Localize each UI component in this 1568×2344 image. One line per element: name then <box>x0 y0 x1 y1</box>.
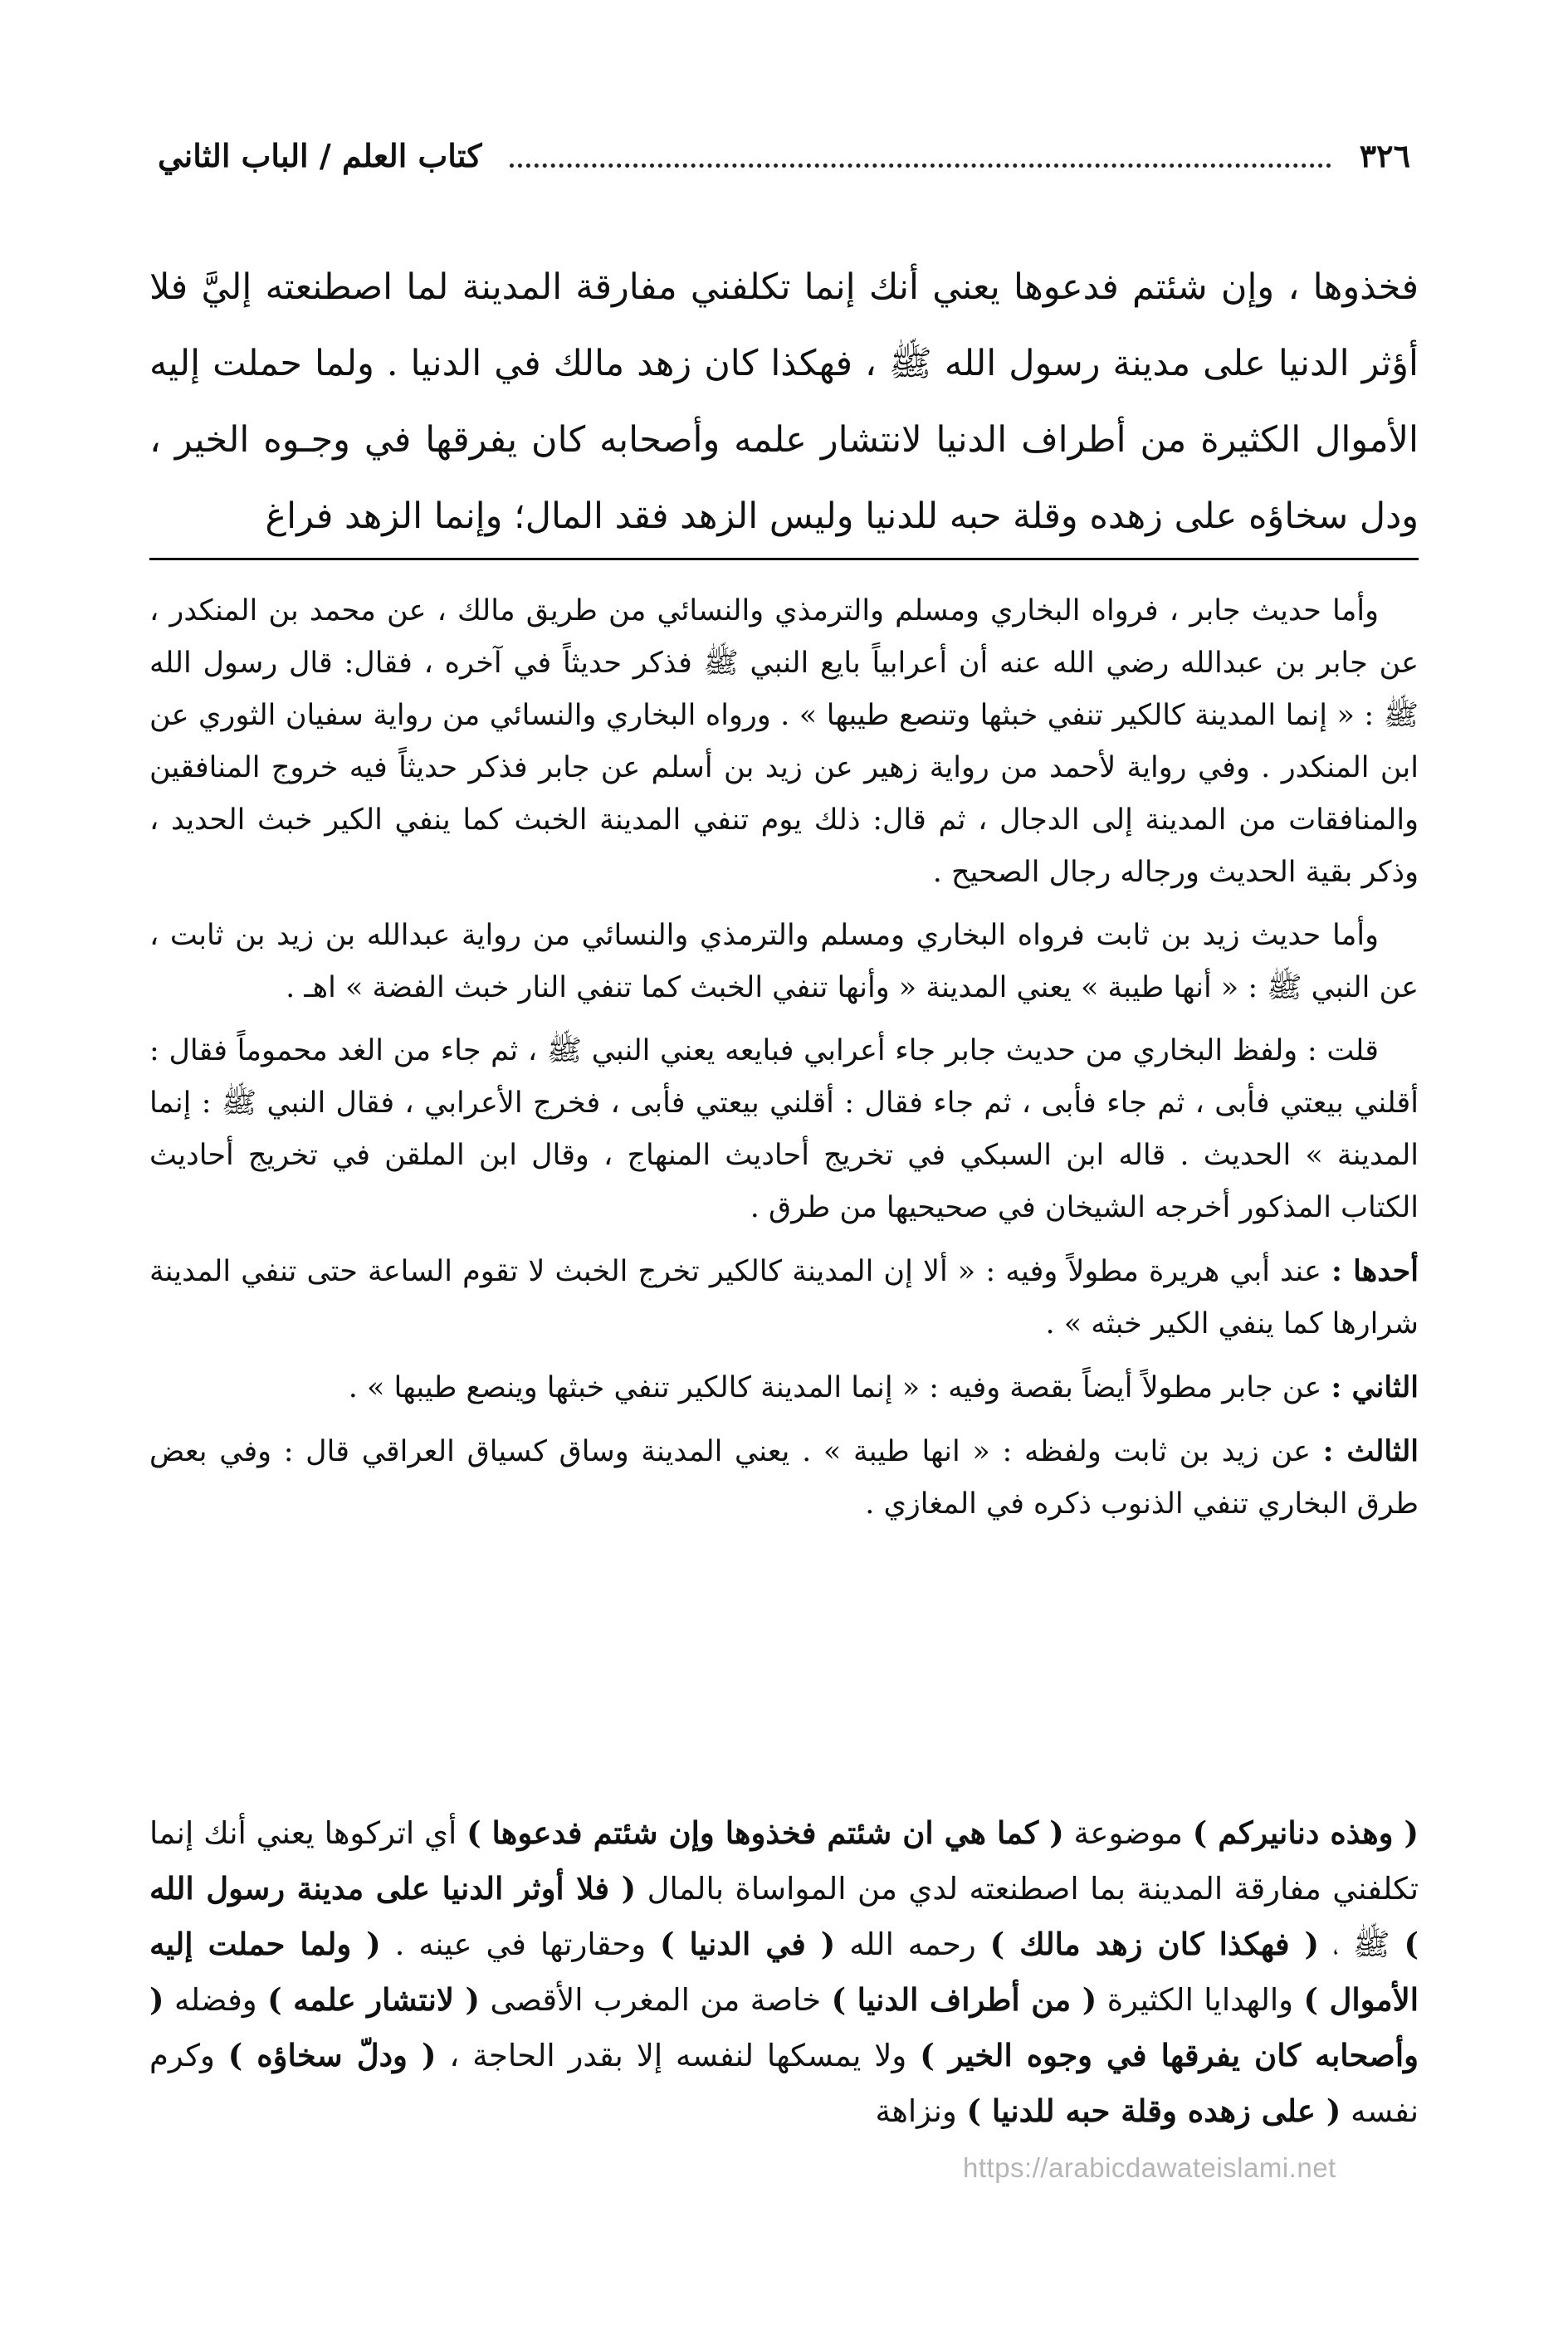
sharh-text: ولا يمسكها لنفسه إلا بقدر الحاجة ، <box>436 2038 921 2073</box>
sharh-text: وحقارتها في عينه . <box>380 1926 661 1962</box>
page-number: ٣٢٦ <box>1359 136 1410 174</box>
footnote-label-second: الثاني : <box>1331 1370 1419 1404</box>
footnotes-block <box>149 585 1419 1541</box>
matn-quote: ( وهذه دنانيركم ) <box>1192 1814 1419 1851</box>
footnote-paragraph-first <box>149 1245 1419 1350</box>
footnote-text-second: عن جابر مطولاً أيضاً بقصة وفيه : « إنما المدينة كالكير تنفي خبثها وينصع طيبها » . <box>348 1371 1322 1404</box>
footnote-text-first: عند أبي هريرة مطولاً وفيه : « ألا إن المدينة كالكير تخرج الخبث لا تقوم الساعة حتى تنفي المدينة شرارها كما ينفي الكير خبثه » . <box>149 1255 1419 1340</box>
footnote-paragraph-third <box>149 1425 1419 1531</box>
footnote-paragraph-jabir: وأما حديث جابر ، فرواه البخاري ومسلم والترمذي والنسائي من طريق مالك ، عن محمد بن المنكدر ، عن جابر بن عبدالله رضي الله عنه أن أعرابياً بايع النبي ﷺ فذكر حديثاً في آخره ، فقال: قال رسول الله ﷺ : « إنما المدينة كالكير تنفي خبثها وتنصع طيبها » . ورواه البخاري والنسائي من رواية سفيان الثوري عن ابن المنكدر . وفي رواية لأحمد من رواية زهير عن زيد بن أسلم عن جابر فذكر حديثاً فيه خروج المنافقين والمنافقات من المدينة إلى الدجال ، ثم قال: ذلك يوم تنفي المدينة الخبث كما ينفي الكير خبث الحديد ، وذكر بقية الحديث ورجاله رجال الصحيح . <box>149 594 1419 889</box>
matn-quote: ( ولما حملت إليه الأموال ) <box>149 1926 1419 2018</box>
commentary-block <box>149 1805 1419 2139</box>
sharh-text: أي اتركوها يعني أنك إنما تكلفني مفارقة المدينة بما اصطنعته لدي من المواساة بالمال <box>149 1815 1419 1907</box>
footnote-paragraph-qultu: قلت : ولفظ البخاري من حديث جابر جاء أعرابي فبايعه يعني النبي ﷺ ، ثم جاء من الغد محموماً فقال : أقلني بيعتي فأبى ، ثم جاء فأبى ، ثم جاء فقال : أقلني بيعتي فأبى ، فخرج الأعرابي ، فقال النبي ﷺ : إنما المدينة » الحديث . قاله ابن السبكي في تخريج أحاديث المنهاج ، وقال ابن الملقن في تخريج أحاديث الكتاب المذكور أخرجه الشيخان في صحيحيها من طرق . <box>149 1034 1419 1224</box>
matn-quote: ( ودلّ سخاؤه ) <box>227 2037 437 2073</box>
chapter-title: كتاب العلم / الباب الثاني <box>158 136 482 174</box>
header-dot-leader <box>510 164 1331 168</box>
matn-quote: ( وأصحابه كان يفرقها في وجوه الخير ) <box>149 1981 1419 2073</box>
sharh-text: ﷺ ، <box>1319 1926 1404 1962</box>
matn-quote: ( على زهده وقلة حبه للدنيا ) <box>966 2093 1341 2129</box>
sharh-text: وكرم نفسه <box>149 2038 1419 2129</box>
sharh-text: خاصة من المغرب الأقصى <box>480 1982 832 2018</box>
sharh-text: ونزاهة <box>875 2093 967 2129</box>
sharh-text: وفضله <box>164 1982 268 2018</box>
main-text-block <box>149 249 1419 554</box>
footnote-label-first: أحدها : <box>1331 1254 1419 1288</box>
running-header <box>158 126 1410 184</box>
footnote-divider <box>149 558 1419 560</box>
watermark-url: https://arabicdawateislami.net <box>963 2152 1336 2183</box>
matn-quote: ( من أطراف الدنيا ) <box>831 1981 1097 2018</box>
sharh-text: موضوعة <box>1063 1815 1193 1851</box>
footnote-paragraph-zaid: وأما حديث زيد بن ثابت فرواه البخاري ومسلم والترمذي والنسائي من رواية عبدالله بن زيد بن ثابت ، عن النبي ﷺ : « أنها طيبة » يعني المدينة « وأنها تنفي الخبث كما تنفي النار خبث الفضة » اهـ . <box>149 919 1419 1004</box>
sharh-text: والهدايا الكثيرة <box>1097 1982 1304 2018</box>
matn-quote: ( فهكذا كان زهد مالك ) <box>989 1926 1320 1962</box>
sharh-text: رحمه الله <box>835 1926 990 1962</box>
footnote-label-third: الثالث : <box>1322 1434 1419 1468</box>
matn-quote: ( لانتشار علمه ) <box>267 1981 481 2018</box>
matn-quote: ( كما هي ان شئتم فخذوها وإن شئتم فدعوها ) <box>466 1814 1064 1851</box>
commentary-paragraph <box>149 1805 1419 2139</box>
footnote-text-third: عن زيد بن ثابت ولفظه : « انها طيبة » . يعني المدينة وساق كسياق العراقي قال : وفي بعض طرق البخاري تنفي الذنوب ذكره في المغازي . <box>149 1435 1419 1521</box>
matn-quote: ( في الدنيا ) <box>660 1926 836 1962</box>
footnote-paragraph-second <box>149 1361 1419 1414</box>
matn-quote: ( فلا أوثر الدنيا على مدينة رسول الله ) <box>149 1870 1419 1962</box>
main-paragraph: فخذوها ، وإن شئتم فدعوها يعني أنك إنما تكلفني مفارقة المدينة لما اصطنعته إليَّ فلا أؤثر الدنيا على مدينة رسول الله ﷺ ، فهكذا كان زهد مالك في الدنيا . ولما حملت إليه الأموال الكثيرة من أطراف الدنيا لانتشار علمه وأصحابه كان يفرقها في وجـوه الخير ، ودل سخاؤه على زهده وقلة حبه للدنيا وليس الزهد فقد المال؛ وإنما الزهد فراغ <box>149 266 1419 537</box>
